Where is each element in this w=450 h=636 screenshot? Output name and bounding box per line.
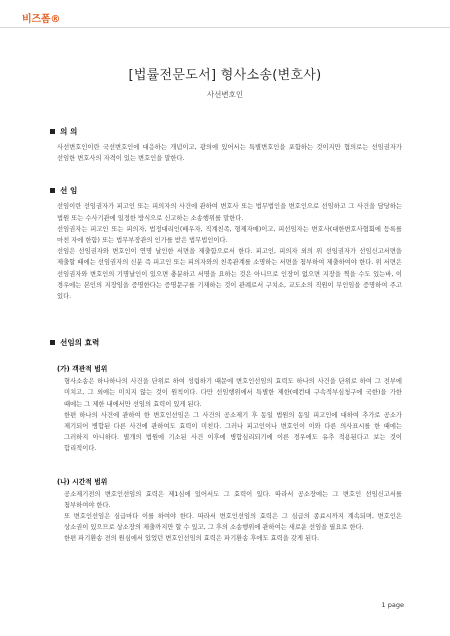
paragraph: 선임이란 선임권자가 피고인 또는 피의자의 사건에 관하여 변호사 또는 법무법인을 변호인으로 선임하고 그 사건을 담당하는 법원 또는 수사기관에 일정한 방식으로 신고하는 소송행위를 말한다. bbox=[57, 203, 402, 222]
section-heading bbox=[50, 126, 402, 137]
paragraph: 선임권자는 피고인 또는 피의자, 법정대리인(배우자, 직계친족, 형제자매)이고, 피선임자는 변호사(대한변호사협회에 등록를 마친 자에 한함) 또는 법무부장관의 인가를 받은 법무법인이다. bbox=[57, 225, 402, 245]
section-appointment bbox=[50, 185, 402, 302]
subsection-heading: (가) 객관적 범위 bbox=[57, 365, 108, 374]
paragraph: 사선변호인이란 국선변호인에 대응하는 개념이고, 광의에 있어서는 특별변호인을 포함하는 것이지만 협의로는 선임권자가 선임한 변호사의 자격이 있는 변호인을 말한다. bbox=[57, 144, 402, 163]
section-effect bbox=[50, 337, 402, 544]
document-title: [법률전문도서] 형사소송(변호사) bbox=[128, 68, 322, 83]
paragraph: 한편 하나의 사건에 관하여 한 변호인선임은 그 사건의 공소제기 후 동일 법원의 동일 피고인에 대하여 추가로 공소가 제기되어 병합된 다른 사건에 관하여도 효력이 미친다. 그러나 피고인이나 변호인이 이와 다른 의사표시를 한 때에는 그러하지 아니하다. 별개의 법원에 기소된 사건 이후에 병합심리되기에 이른 경우에도 유추 적용된다고 보는 것이 합리적이다. bbox=[64, 411, 402, 453]
page-number-value: 1 bbox=[381, 601, 386, 609]
paragraph: 형사소송은 하나하나의 사건을 단위로 하여 성립하기 때문에 변호인선임의 효력도 하나의 사건을 단위로 하여 그 전부에 미치고, 그 외에는 미치지 않는 것이 원칙이다. 다만 선임행위에서 특별한 제한(예컨대 구속적부심청구에 국한)을 가한 때에는 그 제한 내에서만 선임의 효력이 있게 된다. bbox=[64, 378, 402, 408]
page-word: page bbox=[387, 601, 404, 609]
page-number bbox=[382, 601, 404, 609]
subsection-temporal-scope bbox=[50, 476, 402, 545]
paragraph: 한편 파기환송 전의 원심에서 있었던 변호인선임의 효력은 파기환송 후에도 효력을 갖게 된다. bbox=[64, 535, 320, 543]
subsection-heading: (나) 시간적 범위 bbox=[57, 477, 108, 486]
header-divider bbox=[0, 27, 450, 28]
paragraph: 또 변호인선임은 심급마다 이를 하여야 한다. 따라서 변호인선임의 효력은 그 심급의 종료시까지 계속되며, 변호인은 상소권이 있으므로 상소장의 제출까지만 할 수 있고, 그 후의 소송행위에 관하여는 새로운 선임을 필요로 한다. bbox=[64, 513, 402, 532]
section-heading bbox=[50, 337, 402, 348]
square-bullet-icon bbox=[50, 188, 55, 193]
bizforms-logo: 비즈폼® bbox=[22, 14, 61, 25]
section-heading-label: 의 의 bbox=[60, 127, 78, 136]
subsection-objective-scope bbox=[50, 363, 402, 454]
section-heading bbox=[50, 185, 402, 196]
section-heading-label: 선임의 효력 bbox=[60, 338, 100, 348]
section-definition bbox=[50, 126, 402, 164]
paragraph: 선임은 선임권자와 변호인이 연명 날인한 서면을 제출함으로서 한다. 피고인, 피의자 외의 위 선임권자가 선임신고서면을 제출할 때에는 선임권자의 신분 즉 피고인 또는 피의자와의 친족관계를 소명하는 서면을 첨부하여 제출하여야 한다. 위 서면은 선임권자와 변호인의 기명날인이 있으면 충분하고 서명을 요하는 것은 아니므로 인장이 없으면 지장을 찍을 수도 있는바, 이 경우에는 본인의 지장임을 증명한다는 증명문구를 기재하는 것이 관례로서 구치소, 교도소의 직원이 무인임을 증명하여 주고 있다. bbox=[57, 248, 402, 301]
document-body bbox=[50, 126, 402, 545]
square-bullet-icon bbox=[50, 340, 55, 345]
document-subtitle: 사선변호인 bbox=[206, 90, 244, 99]
section-heading-label: 선 임 bbox=[60, 186, 78, 196]
paragraph: 공소제기전의 변호인선임의 효력은 제1심에 있어서도 그 효력이 있다. 따라서 공소장에는 그 변호인 선임신고서를 첨부하여야 한다. bbox=[64, 490, 402, 509]
square-bullet-icon bbox=[50, 129, 55, 134]
